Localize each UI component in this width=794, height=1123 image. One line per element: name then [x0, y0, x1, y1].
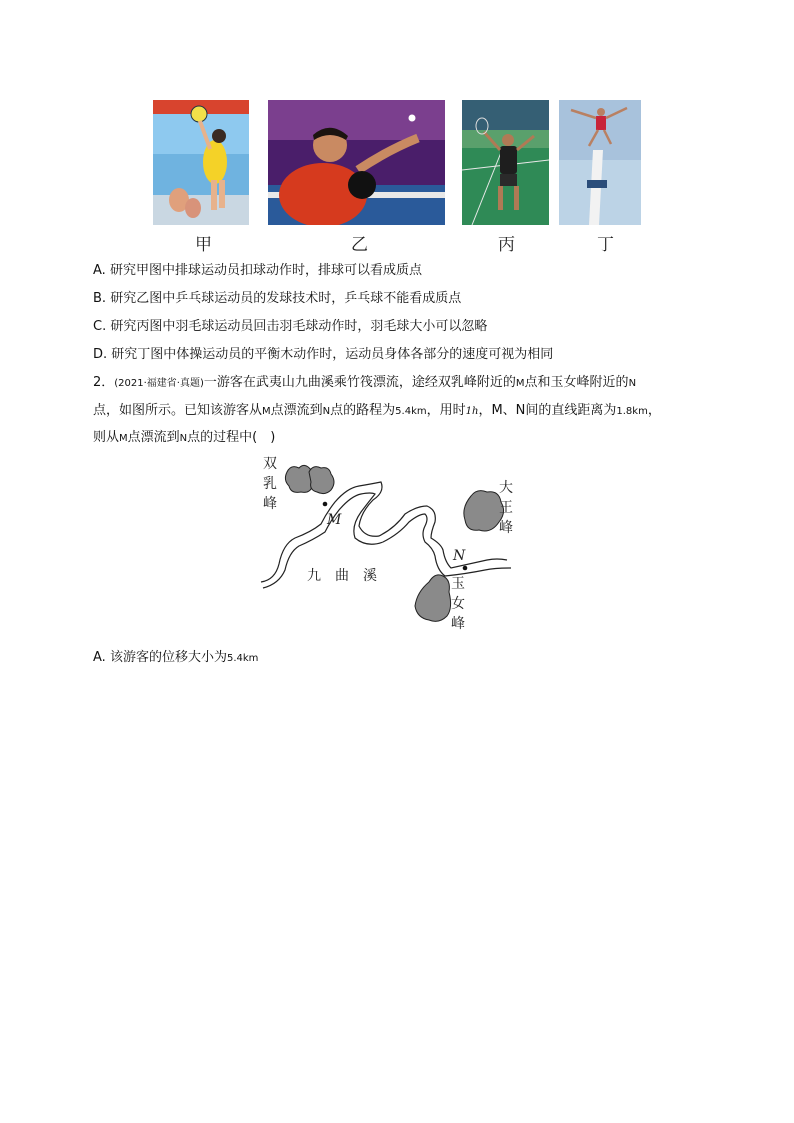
- q2-stem-line3: [93, 429, 275, 448]
- label-dawangfeng-1: 大: [499, 480, 513, 496]
- caption-yi: 乙: [351, 235, 368, 255]
- q2-option-a[interactable]: [93, 649, 258, 668]
- label-yunvfeng-3: 峰: [451, 616, 465, 632]
- caption-bing: 丙: [498, 235, 515, 255]
- label-jiuquxi: 九 曲 溪: [307, 568, 377, 584]
- label-point-m: M: [327, 512, 342, 528]
- straight-distance: 1.8km: [616, 406, 648, 417]
- time-value: 1h: [465, 406, 479, 417]
- option-text: 研究丙图中羽毛球运动员回击羽毛球动作时，羽毛球大小可以忽略: [110, 319, 488, 334]
- label-shuangrufeng-1: 双: [263, 456, 277, 472]
- caption-jia: 甲: [195, 235, 212, 255]
- option-letter: B.: [93, 291, 107, 306]
- dawangfeng-peak: [464, 491, 504, 531]
- stem-text: 点的过程中( ): [187, 430, 276, 445]
- label-dawangfeng-2: 王: [499, 500, 513, 516]
- shuangrufeng-peak: [309, 467, 334, 494]
- option-text: 该游客的位移大小为: [109, 650, 227, 665]
- q2-stem-line1: [93, 374, 636, 393]
- stem-text: 点漂流到: [127, 430, 180, 445]
- jiuquxi-map: [255, 452, 517, 642]
- q1-option-b[interactable]: [93, 290, 461, 308]
- photo-balance-beam: [559, 100, 641, 225]
- point-n-text: N: [179, 433, 188, 444]
- q1-option-a[interactable]: [93, 262, 422, 280]
- question-source: (2021·福建省·真题): [114, 378, 204, 389]
- stem-text: 点和玉女峰附近的: [524, 375, 629, 390]
- point-n-dot: [463, 566, 468, 571]
- point-n-text: N: [322, 406, 331, 417]
- path-distance: 5.4km: [395, 406, 427, 417]
- option-letter: A.: [93, 650, 106, 665]
- label-shuangrufeng-3: 峰: [263, 496, 277, 512]
- q1-option-c[interactable]: [93, 318, 487, 336]
- photo-badminton: [462, 100, 549, 225]
- stem-text: ，用时: [426, 403, 466, 418]
- q2-stem-line2: [93, 402, 661, 421]
- option-letter: D.: [93, 347, 108, 362]
- stem-text: 点的路程为: [330, 403, 396, 418]
- option-text: 研究乙图中乒乓球运动员的发球技术时，乒乓球不能看成质点: [110, 291, 462, 306]
- label-point-n: N: [453, 548, 466, 564]
- option-value: 5.4km: [226, 653, 259, 664]
- stem-text: 则从: [93, 430, 120, 445]
- stem-text: ，: [647, 403, 661, 418]
- point-m-dot: [323, 502, 328, 507]
- point-m-text: M: [515, 378, 525, 389]
- stem-text: 点漂流到: [270, 403, 323, 418]
- q1-option-d[interactable]: [93, 346, 553, 364]
- label-dawangfeng-3: 峰: [499, 520, 513, 536]
- label-shuangrufeng-2: 乳: [263, 476, 277, 492]
- option-letter: A.: [93, 263, 106, 278]
- option-text: 研究丁图中体操运动员的平衡木动作时，运动员身体各部分的速度可视为相同: [111, 347, 554, 362]
- caption-ding: 丁: [597, 235, 614, 255]
- photo-volleyball: [153, 100, 249, 225]
- label-yunvfeng-1: 玉: [451, 576, 465, 592]
- option-letter: C.: [93, 319, 107, 334]
- point-m-text: M: [262, 406, 271, 417]
- option-text: 研究甲图中排球运动员扣球动作时，排球可以看成质点: [109, 263, 422, 278]
- point-m-text: M: [119, 433, 128, 444]
- yunvfeng-peak: [415, 575, 451, 621]
- stem-text: 点，如图所示。已知该游客从: [93, 403, 263, 418]
- question-number: 2．: [93, 375, 115, 390]
- label-yunvfeng-2: 女: [451, 596, 465, 612]
- point-n-text: N: [628, 378, 637, 389]
- stem-text: ，M、N间的直线距离为: [478, 403, 617, 418]
- photo-table-tennis: [268, 100, 445, 225]
- stem-text: 一游客在武夷山九曲溪乘竹筏漂流，途经双乳峰附近的: [203, 375, 516, 390]
